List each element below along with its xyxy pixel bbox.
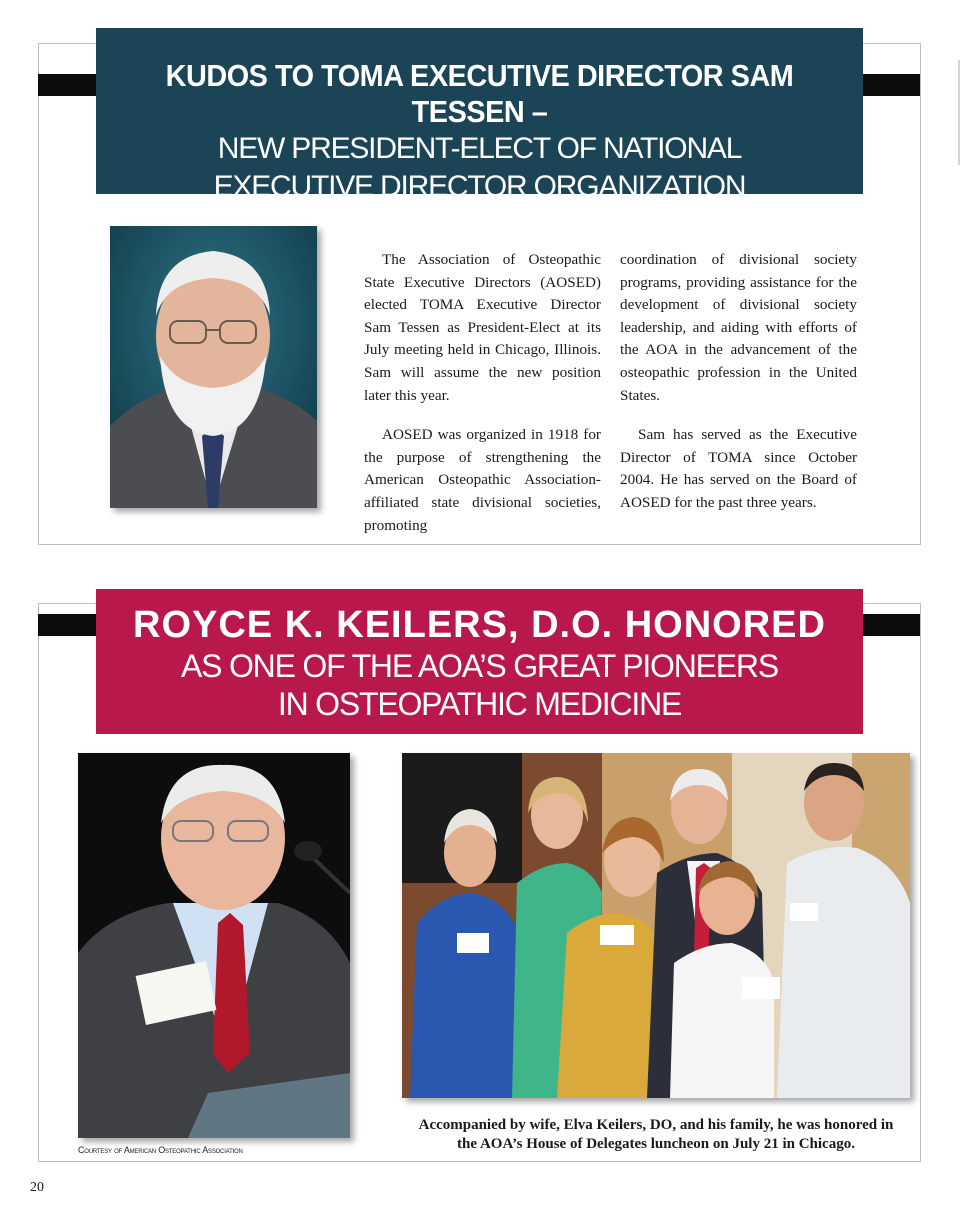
caption-line-1: Accompanied by wife, Elva Keilers, DO, and his family, he was honored in	[418, 1117, 894, 1133]
headline-sub-line2: EXECUTIVE DIRECTOR ORGANIZATION	[213, 170, 746, 203]
banner-rule-right	[862, 74, 920, 96]
banner-rule-left	[38, 614, 98, 636]
photo-credit: Courtesy of American Osteopathic Association	[78, 1145, 243, 1155]
headline-sub-line1: NEW PRESIDENT-ELECT OF NATIONAL	[217, 132, 742, 165]
photo-keilers-at-podium	[78, 753, 350, 1138]
headline-main: ROYCE K. KEILERS, D.O. HONORED	[133, 604, 826, 646]
headline-sub-line2: IN OSTEOPATHIC MEDICINE	[277, 686, 682, 722]
family-photo-caption	[392, 1116, 920, 1154]
article1-paragraph-2-continued: coordination of divisional society programs, providing assistance for the development of divisional society leadership, and aiding with efforts of the AOA in the advancement of the osteopathic profession in the United States.	[620, 251, 857, 404]
page-number: 20	[30, 1180, 44, 1195]
caption-line-2: the AOA’s House of Delegates luncheon on July 21 in Chicago.	[457, 1136, 855, 1152]
article1-paragraph-2: AOSED was organized in 1918 for the purpose of strengthening the American Osteopathic Association-affiliated state divisional societies, promoting	[364, 426, 601, 534]
headline-main: KUDOS TO TOMA EXECUTIVE DIRECTOR SAM TESSEN –	[165, 58, 794, 129]
portrait-sam-tessen	[110, 226, 317, 508]
photo-keilers-family	[402, 753, 910, 1098]
banner-rule-right	[862, 614, 920, 636]
article-banner-keilers	[96, 589, 863, 734]
article-banner-tessen	[96, 28, 863, 203]
article1-paragraph-3: Sam has served as the Executive Director of TOMA since October 2004. He has served on the Board of AOSED for the past three years.	[620, 426, 857, 511]
banner-rule-left	[38, 74, 98, 96]
article1-paragraph-1: The Association of Osteopathic State Executive Directors (AOSED) elected TOMA Executive Director Sam Tessen as President-Elect at its July meeting held in Chicago, Illinois. Sam will assume the new position later this year.	[364, 251, 601, 404]
headline-sub-line1: AS ONE OF THE AOA’S GREAT PIONEERS	[181, 648, 778, 684]
article1-column-left	[364, 249, 601, 554]
article1-column-right	[620, 249, 857, 532]
